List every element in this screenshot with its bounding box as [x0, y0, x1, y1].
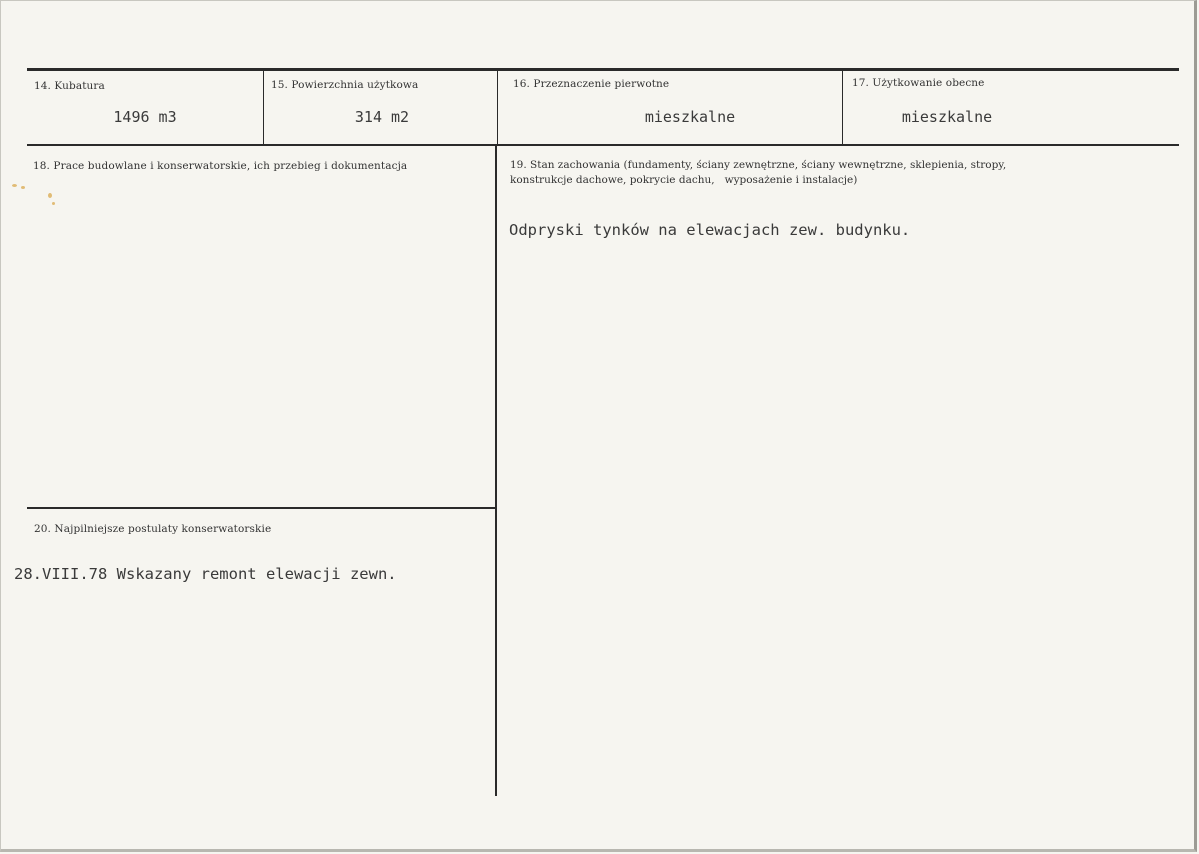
- uzytkowanie-label: 17. Użytkowanie obecne: [852, 77, 985, 89]
- kubatura-value: 1496 m3: [113, 108, 177, 126]
- uzytkowanie-value: mieszkalne: [901, 108, 993, 126]
- divider-14-15: [263, 70, 264, 146]
- f18-bottom-rule: [27, 507, 496, 509]
- przeznaczenie-value: mieszkalne: [644, 108, 736, 126]
- main-column-divider: [495, 146, 497, 796]
- postulaty-label: 20. Najpilniejsze postulaty konserwatorskie: [34, 523, 272, 535]
- przeznaczenie-label: 16. Przeznaczenie pierwotne: [513, 78, 670, 90]
- powierzchnia-value: 314 m2: [354, 108, 410, 126]
- stan-zachowania-label-line1: 19. Stan zachowania (fundamenty, ściany zewnętrzne, ściany wewnętrzne, sklepienia, stropy,: [510, 159, 1007, 171]
- stan-zachowania-label-line2: konstrukcje dachowe, pokrycie dachu, wyposażenie i instalacje): [510, 174, 858, 186]
- stan-zachowania-label: [510, 158, 1006, 188]
- stain-mark: [48, 193, 52, 198]
- stain-mark: [21, 186, 25, 189]
- divider-16-17: [842, 70, 843, 146]
- stain-mark: [12, 184, 17, 187]
- postulaty-value: 28.VIII.78 Wskazany remont elewacji zewn.: [14, 565, 397, 583]
- top-rule: [27, 68, 1179, 71]
- stan-zachowania-value: Odpryski tynków na elewacjach zew. budynku.: [509, 221, 911, 239]
- kubatura-label: 14. Kubatura: [34, 80, 105, 92]
- prace-budowlane-label: 18. Prace budowlane i konserwatorskie, ich przebieg i dokumentacja: [33, 160, 408, 172]
- row1-bottom-rule: [27, 144, 1179, 146]
- powierzchnia-label: 15. Powierzchnia użytkowa: [271, 79, 419, 91]
- divider-15-16: [497, 70, 498, 146]
- stain-mark: [52, 202, 55, 205]
